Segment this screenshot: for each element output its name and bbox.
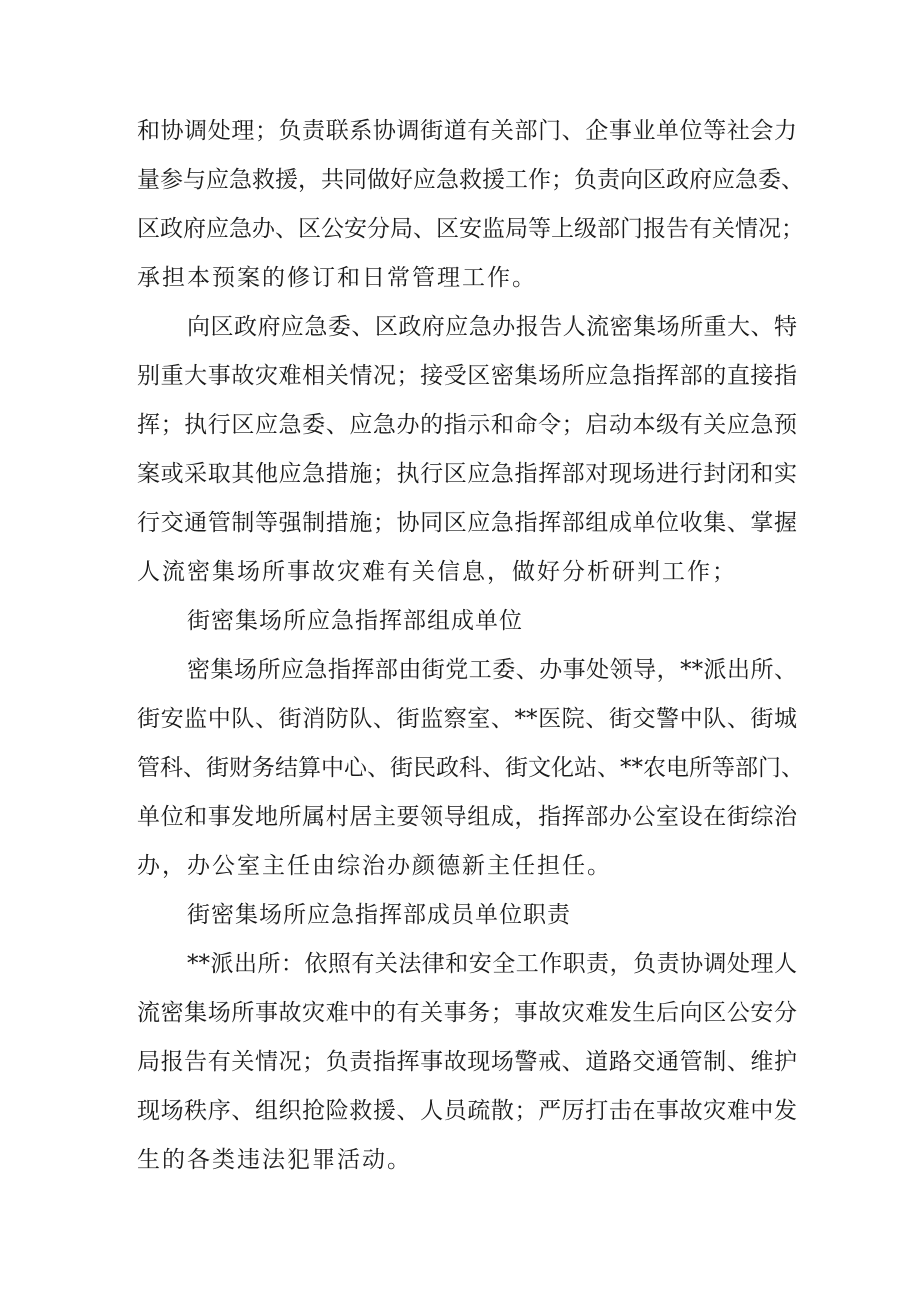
paragraph-3-line-4: 单位和事发地所属村居主要领导组成，指挥部办公室设在街综治 <box>137 804 797 830</box>
paragraph-2-line-3: 挥；执行区应急委、应急办的指示和命令；启动本级有关应急预 <box>137 412 797 438</box>
paragraph-2-line-6: 人流密集场所事故灾难有关信息，做好分析研判工作； <box>137 559 737 585</box>
paragraph-4-line-2: 流密集场所事故灾难中的有关事务；事故灾难发生后向区公安分 <box>137 1000 797 1026</box>
section-heading-duties: 街密集场所应急指挥部成员单位职责 <box>187 902 571 928</box>
paragraph-4-line-5: 生的各类违法犯罪活动。 <box>137 1147 412 1173</box>
paragraph-4-line-3: 局报告有关情况；负责指挥事故现场警戒、道路交通管制、维护 <box>137 1049 797 1075</box>
paragraph-3-line-1: 密集场所应急指挥部由街党工委、办事处领导，**派出所、 <box>187 657 797 683</box>
paragraph-1-line-1: 和协调处理；负责联系协调街道有关部门、企事业单位等社会力 <box>137 118 797 144</box>
paragraph-3-line-5: 办，办公室主任由综治办颜德新主任担任。 <box>137 853 612 879</box>
paragraph-3-line-2: 街安监中队、街消防队、街监察室、**医院、街交警中队、街城 <box>137 706 797 732</box>
paragraph-2-line-5: 行交通管制等强制措施；协同区应急指挥部组成单位收集、掌握 <box>137 510 797 536</box>
paragraph-4-line-4: 现场秩序、组织抢险救援、人员疏散；严厉打击在事故灾难中发 <box>137 1098 797 1124</box>
section-heading-composition: 街密集场所应急指挥部组成单位 <box>187 608 523 634</box>
paragraph-1-line-3: 区政府应急办、区公安分局、区安监局等上级部门报告有关情况； <box>137 216 804 242</box>
paragraph-1-line-2: 量参与应急救援，共同做好应急救援工作；负责向区政府应急委、 <box>137 167 804 193</box>
paragraph-1-line-4: 承担本预案的修订和日常管理工作。 <box>137 265 537 291</box>
paragraph-2-line-2: 别重大事故灾难相关情况；接受区密集场所应急指挥部的直接指 <box>137 363 797 389</box>
paragraph-4-line-1: **派出所：依照有关法律和安全工作职责，负责协调处理人 <box>187 951 797 977</box>
paragraph-2-line-4: 案或采取其他应急措施；执行区应急指挥部对现场进行封闭和实 <box>137 461 797 487</box>
paragraph-2-line-1: 向区政府应急委、区政府应急办报告人流密集场所重大、特 <box>187 314 797 340</box>
paragraph-3-line-3: 管科、街财务结算中心、街民政科、街文化站、**农电所等部门、 <box>137 755 804 781</box>
